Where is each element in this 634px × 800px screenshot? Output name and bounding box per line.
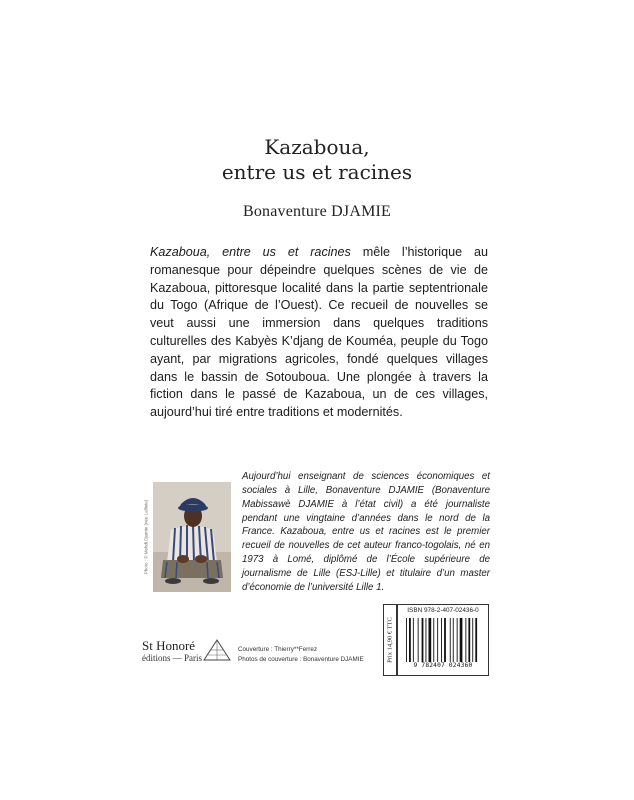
book-title-line2: entre us et racines — [221, 160, 413, 184]
cover-credits — [238, 645, 378, 665]
author-photo — [153, 482, 231, 592]
photo-credit-text: Photo : © Mehdi Djamie (née Lallinie) — [143, 499, 149, 575]
isbn-label: ISBN 978-2-407-02436-0 — [407, 607, 479, 614]
blurb-text: mêle l’historique au romanesque pour dépeindre quelques scènes de vie de Kazaboua, pittoresque localité dans la partie septentrionale du Togo (Afrique de l’Ouest). Ce recueil de nouvelles se veut aussi une immersion dans quelques traditions culturelles des Kabyès K’djang de Kouméa, peuple du Togo ayant, par migrations agricoles, fondé quelques villages dans le bassin de Sotouboua. Une plongée à travers la fiction dans le passé de Kazaboua, un de ces villages, aujourd’hui tiré entre traditions et modernités. — [150, 245, 488, 420]
price-text: Prix 14,90 € TTC — [386, 617, 394, 663]
pyramid-icon — [202, 638, 232, 662]
isbn-box — [397, 604, 489, 676]
cover-credit: Couverture : Thierry**Ferrez — [238, 646, 317, 653]
publisher-sub: éditions — Paris — [142, 653, 202, 663]
barcode-digits: 9 782407 024360 — [413, 662, 473, 669]
back-cover-blurb — [150, 244, 488, 422]
author-portrait-icon — [153, 482, 231, 592]
book-author: Bonaventure DJAMIE — [242, 203, 391, 220]
publisher-name: St Honoré — [142, 638, 196, 653]
photo-credit — [141, 482, 151, 592]
price-box — [383, 604, 397, 676]
book-title-line1: Kazaboua, — [264, 135, 370, 159]
blurb-title: Kazaboua, entre us et racines — [150, 245, 351, 259]
author-bio: Aujourd’hui enseignant de sciences économiques et sociales à Lille, Bonaventure DJAMIE (Bonaventure Mabissawè DJAMIE à l’état civil) a été journaliste pendant une vingtaine d’années dans le nord de la France. Kazaboua, entre us et racines est le premier recueil de nouvelles de cet auteur franco-togolais, né en 1973 à Lomé, diplômé de l’École supérieure de journalisme de Lille (ESJ-Lille) et titulaire d’un master d’économie de l’université Lille 1. — [242, 471, 490, 593]
publisher-logo — [142, 638, 232, 678]
barcode-icon — [406, 618, 480, 662]
photo-cover-credit: Photos de couverture : Bonaventure DJAMIE — [238, 656, 364, 663]
